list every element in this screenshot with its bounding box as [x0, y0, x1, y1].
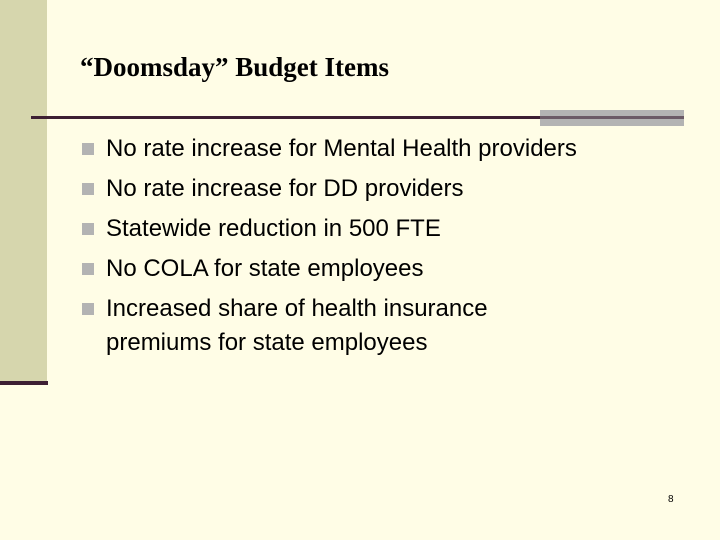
slide-title: “Doomsday” Budget Items	[80, 52, 390, 82]
bullet-item	[80, 292, 576, 360]
left-band-underline	[0, 381, 48, 385]
bullet-item	[80, 172, 700, 206]
square-bullet-icon	[82, 223, 94, 235]
title-rule-accent-line	[540, 116, 684, 119]
bullet-item	[80, 132, 700, 166]
bullet-text: No rate increase for DD providers	[106, 175, 464, 202]
page-number: 8	[668, 494, 674, 505]
square-bullet-icon	[82, 303, 94, 315]
bullet-text: Statewide reduction in 500 FTE	[106, 215, 441, 242]
square-bullet-icon	[82, 263, 94, 275]
left-decorative-band	[0, 0, 47, 383]
square-bullet-icon	[82, 143, 94, 155]
bullet-text: Increased share of health insurance premiums for state employees	[106, 295, 488, 356]
bullet-text: No COLA for state employees	[106, 255, 424, 282]
bullet-list	[80, 132, 700, 366]
bullet-item	[80, 252, 700, 286]
bullet-item	[80, 212, 700, 246]
square-bullet-icon	[82, 183, 94, 195]
bullet-text: No rate increase for Mental Health providers	[106, 135, 577, 162]
